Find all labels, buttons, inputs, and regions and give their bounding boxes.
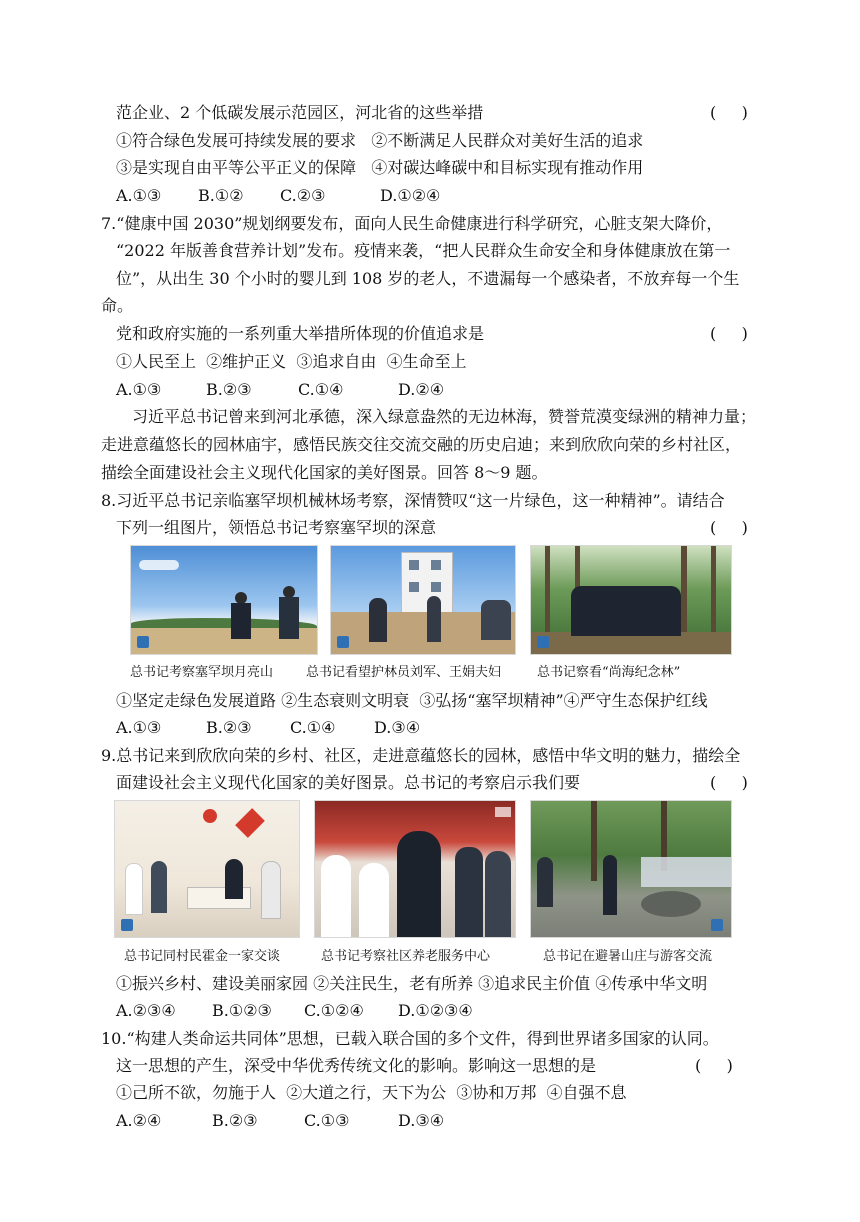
q7-option-d: D.②④: [398, 380, 445, 399]
q7-line1: 7.“健康中国 2030”规划纲要发布，面向人民生命健康进行科学研究，心脏支架大降价，: [101, 214, 723, 233]
q10-line1: 10.“构建人类命运共同体”思想，已载入联合国的多个文件，得到世界诸多国家的认同。: [101, 1029, 719, 1048]
photo-moon-mountain: [130, 545, 318, 655]
q7-line5: 党和政府实施的一系列重大举措所体现的价值追求是: [116, 324, 485, 343]
q8-options: [116, 717, 420, 739]
intro-line2: 走进意蕴悠长的园林庙宇，感悟民族交往交流交融的历史启迪；来到欣欣向荣的乡村社区，: [101, 435, 742, 454]
q6-item2: ③是实现自由平等公平正义的保障 ④对碳达峰碳中和目标实现有推动作用: [116, 158, 644, 177]
q9-option-c: C.①②④: [304, 1001, 364, 1020]
q8-option-c: C.①④: [290, 718, 336, 737]
q10-option-d: D.③④: [398, 1111, 445, 1130]
q8-option-d: D.③④: [374, 718, 421, 737]
q6-option-a: A.①③: [116, 186, 162, 205]
q7-line4: 命。: [101, 296, 134, 315]
q6-item1: ①符合绿色发展可持续发展的要求 ②不断满足人民群众对美好生活的追求: [116, 131, 644, 150]
q9-option-a: A.②③④: [116, 1001, 176, 1020]
q9-line1: 9.总书记来到欣欣向荣的乡村、社区，走进意蕴悠长的园林，感悟中华文明的魅力，描绘全: [101, 746, 741, 765]
q7-option-a: A.①③: [116, 380, 162, 399]
q7-option-b: B.②③: [206, 380, 252, 399]
q8-caption-1: 总书记考察塞罕坝月亮山: [130, 665, 274, 680]
q7-line2: “2022 年版善食营养计划”发布。疫情来袭，“把人民群众生命安全和身体健康放在第一: [116, 241, 731, 260]
q8-option-a: A.①③: [116, 718, 162, 737]
q10-option-b: B.②③: [212, 1111, 258, 1130]
q7-item1: ①人民至上 ②维护正义 ③追求自由 ④生命至上: [116, 352, 467, 371]
q9-caption-3: 总书记在避暑山庄与游客交流: [543, 949, 713, 964]
q9-answer-bracket: ( ): [710, 773, 748, 792]
photo-community-elderly-care: [314, 800, 516, 938]
q7-answer-bracket: ( ): [710, 324, 748, 343]
q8-answer-bracket: ( ): [710, 518, 748, 537]
photo-summer-resort: [530, 800, 732, 938]
q6-option-b: B.①②: [198, 186, 244, 205]
q8-line2: 下列一组图片，领悟总书记考察塞罕坝的深意: [116, 518, 437, 537]
intro-line3: 描绘全面建设社会主义现代化国家的美好图景。回答 8～9 题。: [101, 463, 548, 482]
q10-option-c: C.①③: [304, 1111, 350, 1130]
q9-line2: 面建设社会主义现代化国家的美好图景。总书记的考察启示我们要: [116, 773, 581, 792]
q8-line1: 8.习近平总书记亲临塞罕坝机械林场考察，深情赞叹“这一片绿色，这一种精神”。请结合: [101, 491, 725, 510]
q10-option-a: A.②④: [116, 1111, 162, 1130]
q10-options: [116, 1110, 444, 1132]
q9-options: [116, 1000, 473, 1022]
photo-forest-ranger-house: [330, 545, 516, 655]
q9-option-d: D.①②③④: [398, 1001, 473, 1020]
q6-answer-bracket: ( ): [710, 103, 748, 122]
q6-options: [116, 185, 440, 207]
q10-answer-bracket: ( ): [695, 1056, 733, 1075]
q10-item1: ①己所不欲，勿施于人 ②大道之行，天下为公 ③协和万邦 ④自强不息: [116, 1083, 627, 1102]
q9-caption-1: 总书记同村民霍金一家交谈: [124, 949, 281, 964]
q7-options: [116, 379, 444, 401]
q7-option-c: C.①④: [298, 380, 344, 399]
q8-item1: ①坚定走绿色发展道路 ②生态衰则文明衰 ③弘扬“塞罕坝精神”④严守生态保护红线: [116, 691, 708, 710]
photo-villager-family: [114, 800, 300, 938]
q7-line3: 位”，从出生 30 个小时的婴儿到 108 岁的老人，不遗漏每一个感染者，不放弃每一个生: [116, 269, 740, 288]
q6-line1: 范企业、2 个低碳发展示范园区，河北省的这些举措: [116, 103, 484, 122]
q6-option-c: C.②③: [280, 186, 326, 205]
q9-item1: ①振兴乡村、建设美丽家园 ②关注民生，老有所养 ③追求民主价值 ④传承中华文明: [116, 974, 708, 993]
q8-caption-3: 总书记察看“尚海纪念林”: [537, 665, 681, 680]
q9-option-b: B.①②③: [212, 1001, 272, 1020]
q8-caption-2: 总书记看望护林员刘军、王娟夫妇: [306, 665, 502, 680]
q8-option-b: B.②③: [206, 718, 252, 737]
q10-line2: 这一思想的产生，深受中华优秀传统文化的影响。影响这一思想的是: [116, 1056, 597, 1075]
q9-caption-2: 总书记考察社区养老服务中心: [321, 949, 491, 964]
photo-shanghai-memorial-forest: [530, 545, 732, 655]
intro-line1: 习近平总书记曾来到河北承德，深入绿意盎然的无边林海，赞誉荒漠变绿洲的精神力量；: [132, 407, 757, 426]
q6-option-d: D.①②④: [380, 186, 441, 205]
